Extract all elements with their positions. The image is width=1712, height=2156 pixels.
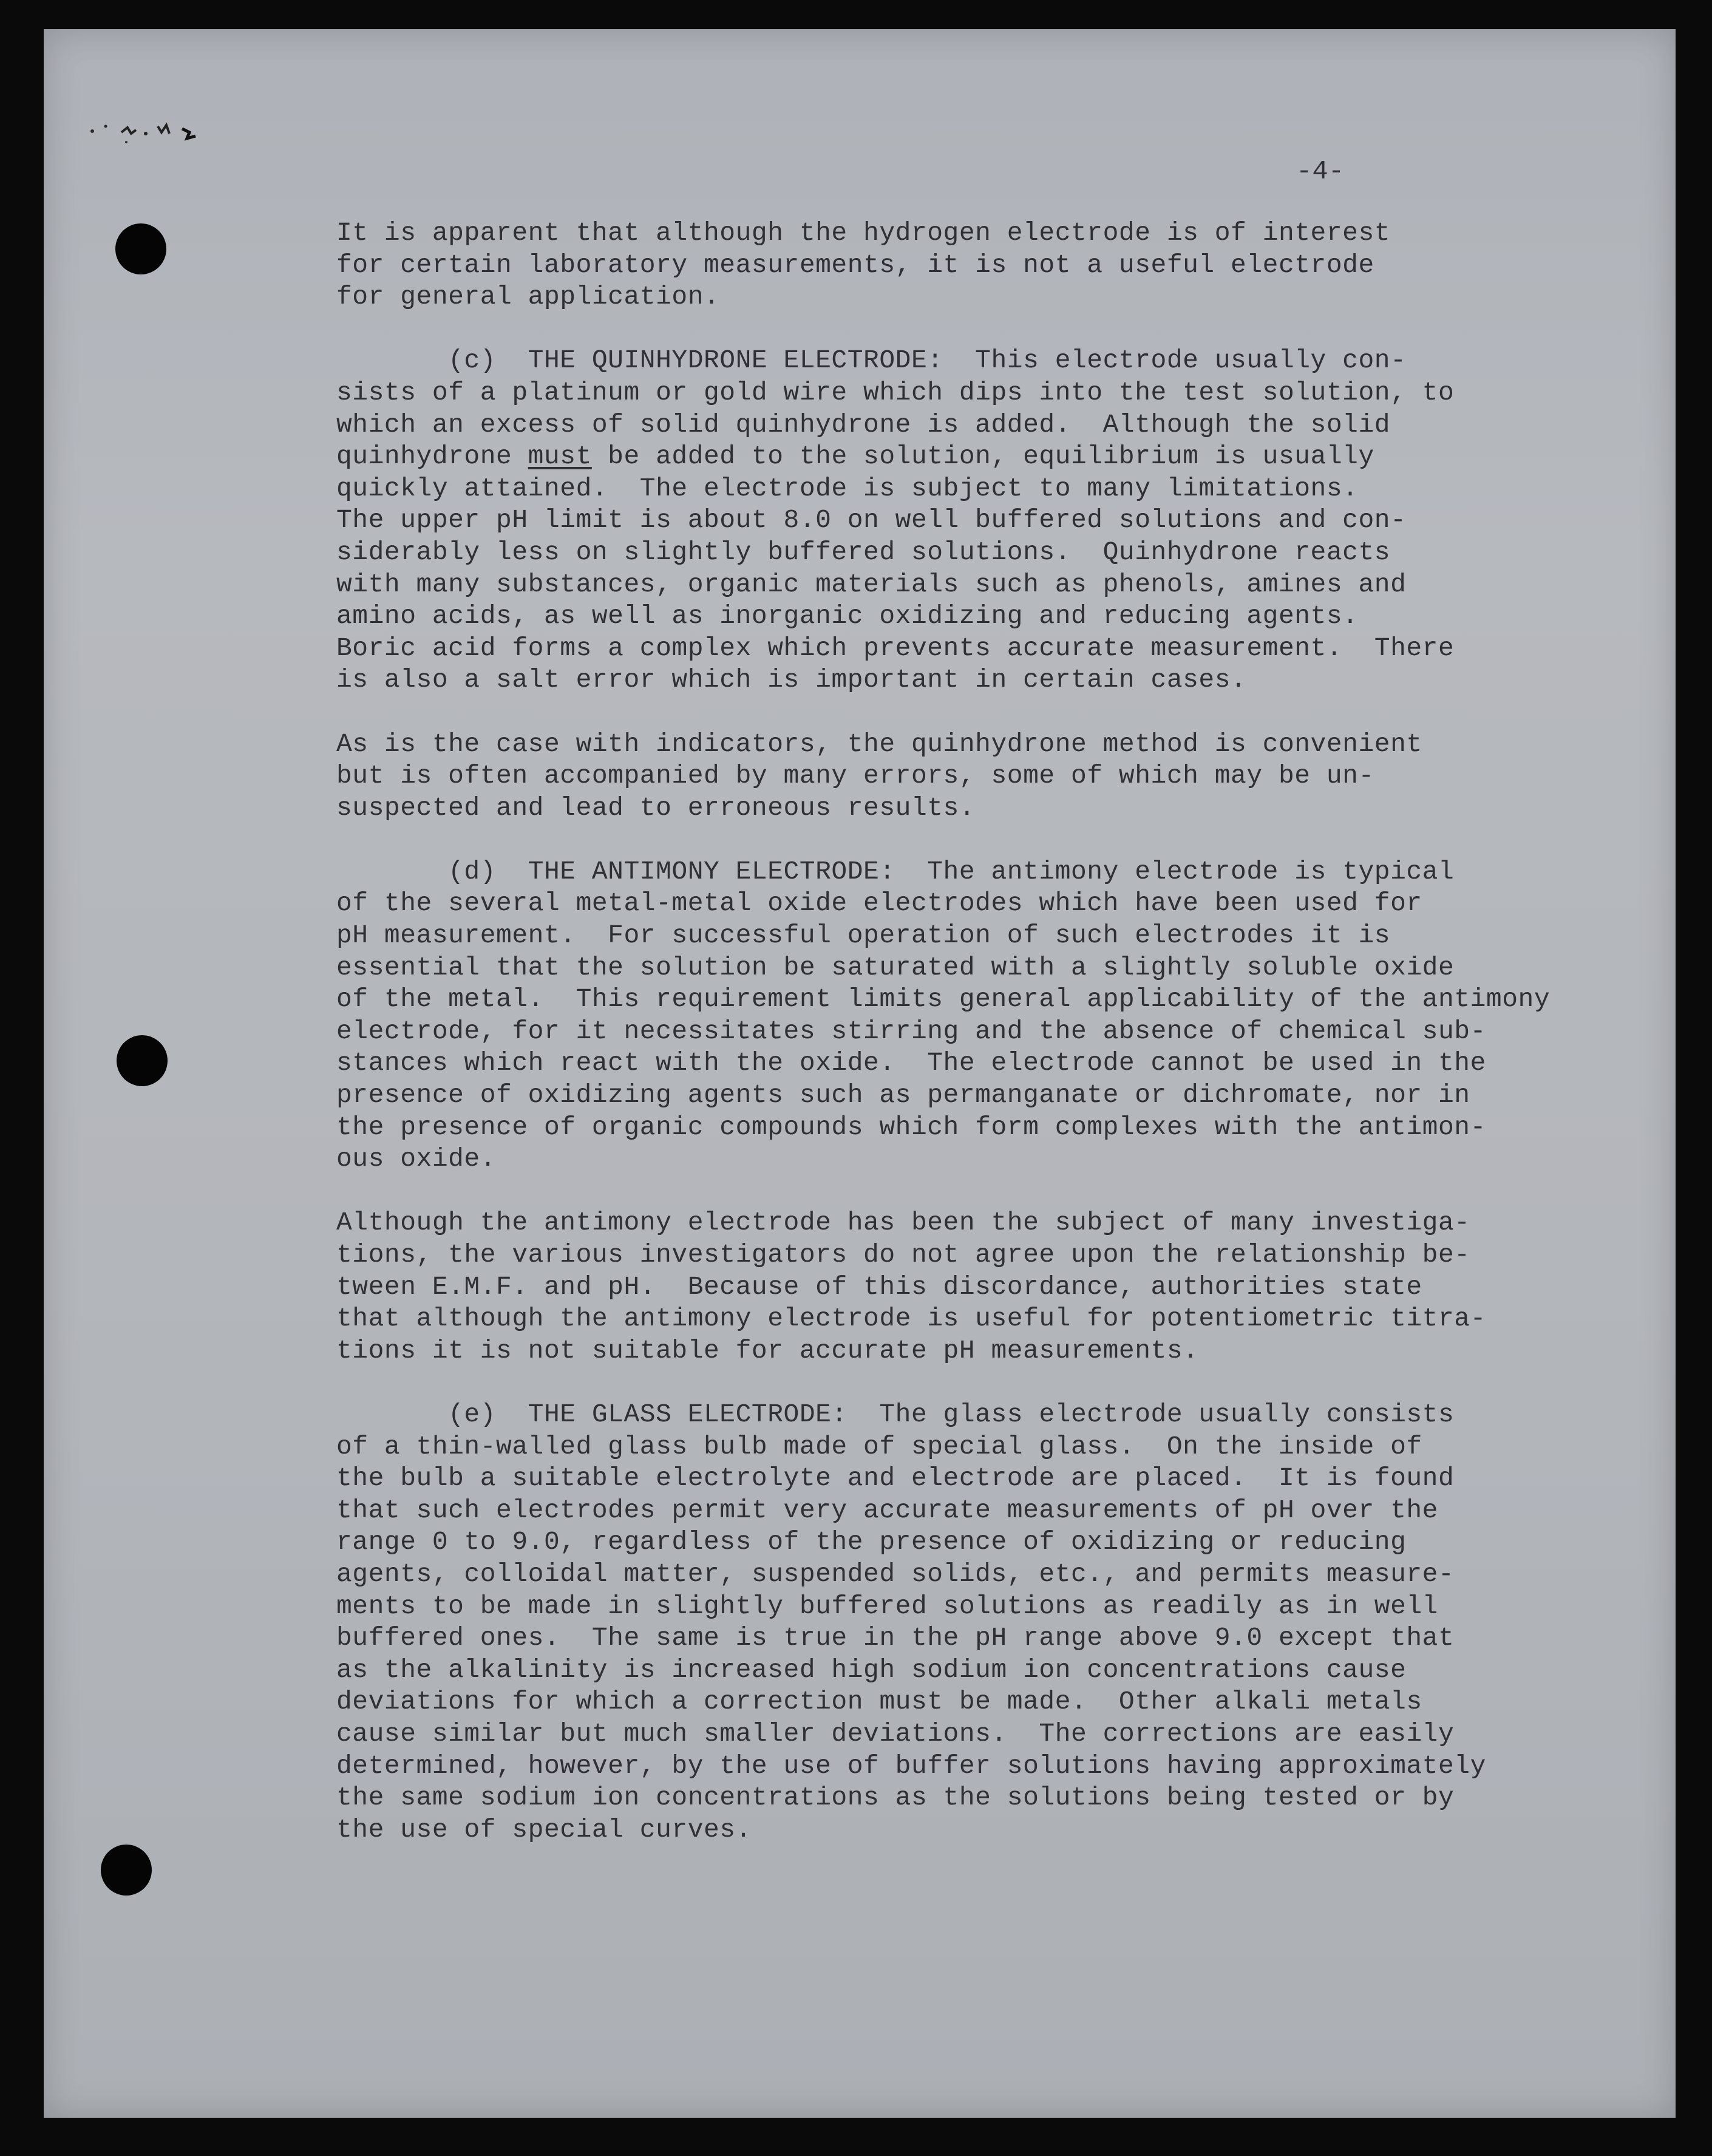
paragraph-antimony-summary xyxy=(336,1207,1587,1367)
text-line: which an excess of solid quinhydrone is added. Although the solid xyxy=(336,409,1391,440)
text-line: buffered ones. The same is true in the pH range above 9.0 except that xyxy=(336,1623,1455,1653)
text-line: the presence of organic compounds which form complexes with the antimon- xyxy=(336,1112,1486,1142)
text-line: tions, the various investigators do not agree upon the relationship be- xyxy=(336,1240,1470,1270)
text-line: ous oxide. xyxy=(336,1144,497,1174)
text-line: amino acids, as well as inorganic oxidizing and reducing agents. xyxy=(336,601,1359,631)
text-line: (c) THE QUINHYDRONE ELECTRODE: This electrode usually con- xyxy=(336,345,1407,376)
text-line: that although the antimony electrode is useful for potentiometric titra- xyxy=(336,1304,1486,1334)
text-line: agents, colloidal matter, suspended solids, etc., and permits measure- xyxy=(336,1559,1455,1589)
paragraph-quinhydrone-summary xyxy=(336,729,1587,825)
text-line: for certain laboratory measurements, it is not a useful electrode xyxy=(336,250,1374,280)
text-line: of the metal. This requirement limits general applicability of the antimony xyxy=(336,984,1551,1015)
text-line: determined, however, by the use of buffer solutions having approximately xyxy=(336,1750,1486,1781)
punch-hole-middle xyxy=(117,1035,168,1086)
text-line: that such electrodes permit very accurate measurements of pH over the xyxy=(336,1495,1438,1525)
text-line: for general application. xyxy=(336,282,720,312)
text-line: (e) THE GLASS ELECTRODE: The glass electrode usually consists xyxy=(336,1399,1455,1429)
text-line: sists of a platinum or gold wire which dips into the test solution, to xyxy=(336,377,1455,407)
text-line: with many substances, organic materials such as phenols, amines and xyxy=(336,569,1407,599)
ink-specks-mark xyxy=(85,115,231,158)
text-line: of a thin-walled glass bulb made of special glass. On the inside of xyxy=(336,1431,1422,1461)
text-line: electrode, for it necessitates stirring and the absence of chemical sub- xyxy=(336,1016,1486,1046)
text-line: range 0 to 9.0, regardless of the presence of oxidizing or reducing xyxy=(336,1527,1407,1557)
text-line: siderably less on slightly buffered solutions. Quinhydrone reacts xyxy=(336,537,1391,567)
text-fragment: be added to the solution, equilibrium is usually xyxy=(591,441,1374,472)
text-line: presence of oxidizing agents such as permanganate or dichromate, nor in xyxy=(336,1080,1470,1110)
text-line: (d) THE ANTIMONY ELECTRODE: The antimony electrode is typical xyxy=(336,856,1455,886)
text-line: The upper pH limit is about 8.0 on well buffered solutions and con- xyxy=(336,505,1407,536)
text-line: deviations for which a correction must be made. Other alkali metals xyxy=(336,1687,1422,1717)
text-line: ments to be made in slightly buffered solutions as readily as in well xyxy=(336,1591,1438,1621)
text-line: the same sodium ion concentrations as the solutions being tested or by xyxy=(336,1783,1455,1813)
underlined-word: must xyxy=(528,441,592,472)
text-line: of the several metal-metal oxide electrodes which have been used for xyxy=(336,888,1422,919)
text-line: the use of special curves. xyxy=(336,1814,752,1845)
text-line-with-underline xyxy=(336,441,1587,473)
text-line: Boric acid forms a complex which prevents accurate measurement. There xyxy=(336,633,1455,663)
text-line: As is the case with indicators, the quinhydrone method is convenient xyxy=(336,729,1422,759)
page-number: -4- xyxy=(1296,157,1345,187)
paragraph-glass-electrode xyxy=(336,1399,1587,1846)
text-line: tions it is not suitable for accurate pH measurements. xyxy=(336,1335,1199,1365)
text-line: essential that the solution be saturated with a slightly soluble oxide xyxy=(336,952,1455,982)
text-line: pH measurement. For successful operation of such electrodes it is xyxy=(336,920,1391,951)
punch-hole-top xyxy=(115,223,166,274)
text-line: stances which react with the oxide. The electrode cannot be used in the xyxy=(336,1048,1486,1078)
text-line: but is often accompanied by many errors, some of which may be un- xyxy=(336,761,1374,791)
text-line: Although the antimony electrode has been the subject of many investiga- xyxy=(336,1208,1470,1238)
text-fragment: quinhydrone xyxy=(336,441,528,472)
punch-hole-bottom xyxy=(101,1845,152,1896)
text-line: It is apparent that although the hydrogen electrode is of interest xyxy=(336,218,1391,248)
text-line: suspected and lead to erroneous results. xyxy=(336,792,976,823)
text-line: quickly attained. The electrode is subject to many limitations. xyxy=(336,473,1359,503)
document-body xyxy=(336,217,1587,1878)
text-line: as the alkalinity is increased high sodium ion concentrations cause xyxy=(336,1654,1407,1685)
paragraph-antimony-electrode xyxy=(336,856,1587,1175)
paragraph-hydrogen-conclusion xyxy=(336,217,1587,313)
text-line: tween E.M.F. and pH. Because of this discordance, authorities state xyxy=(336,1271,1422,1302)
text-line: is also a salt error which is important in certain cases. xyxy=(336,665,1247,695)
paragraph-quinhydrone-electrode xyxy=(336,345,1587,696)
text-line: the bulb a suitable electrolyte and electrode are placed. It is found xyxy=(336,1463,1455,1494)
text-line: cause similar but much smaller deviations. The corrections are easily xyxy=(336,1718,1455,1749)
